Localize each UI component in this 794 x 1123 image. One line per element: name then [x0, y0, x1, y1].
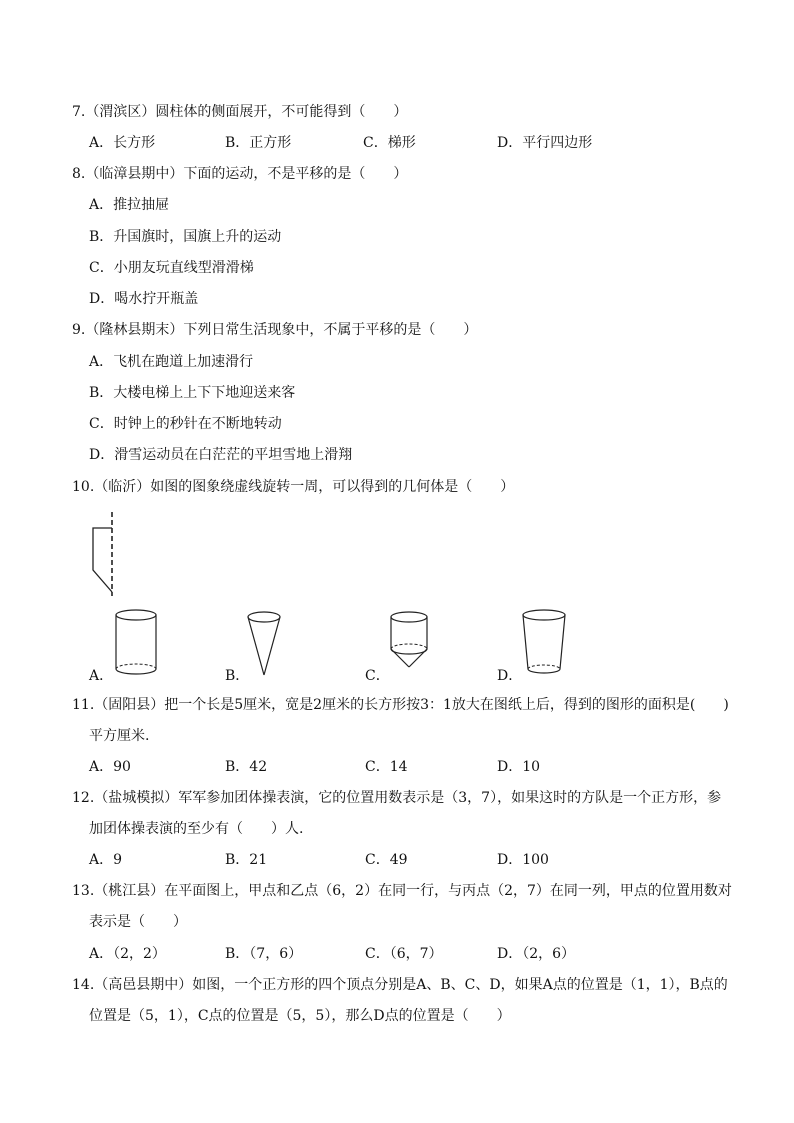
question-12-text-cont: 加团体操表演的至少有（ ）人.	[89, 821, 304, 837]
q13-option-c: C．（6，7）	[365, 946, 443, 962]
q10-option-b-cone-figure	[244, 609, 284, 679]
question-9	[72, 320, 477, 340]
q10-option-a: A．	[89, 668, 114, 684]
question-9-text: 9.（隆林县期末）下列日常生活现象中，不属于平移的是（ ）	[72, 322, 478, 338]
question-11	[72, 695, 729, 746]
question-14-text: 14.（高邑县期中）如图，一个正方形的四个顶点分别是A、B、C、D，如果A点的位置是（1，1），B点的	[72, 977, 728, 993]
question-12-options	[89, 850, 729, 870]
question-13-text-cont: 表示是（ ）	[89, 914, 187, 930]
q10-option-a-cylinder-figure	[110, 607, 162, 679]
question-7-text: 7.（渭滨区）圆柱体的侧面展开，不可能得到（ ）	[72, 104, 408, 120]
q7-option-a: A．长方形	[89, 135, 156, 151]
q11-option-a: A．90	[89, 759, 131, 775]
q10-option-c-cylinder-cone-figure	[386, 609, 432, 681]
question-13	[72, 881, 732, 932]
question-13-text: 13.（桃江县）在平面图上，甲点和乙点（6，2）在同一行，与丙点（2，7）在同一列，甲点的位置用数对	[72, 883, 732, 899]
q10-option-d-frustum-figure	[518, 607, 570, 679]
q11-option-c: C．14	[365, 759, 408, 775]
question-7	[72, 102, 407, 122]
q8-option-a: A．推拉抽屉	[89, 197, 170, 213]
q13-option-a: A．（2，2）	[89, 946, 166, 962]
question-8-text: 8.（临漳县期中）下面的运动，不是平移的是（ ）	[72, 166, 408, 182]
question-7-options	[89, 133, 729, 153]
q12-option-a: A．9	[89, 852, 123, 868]
q10-option-b: B．	[225, 668, 250, 684]
question-12	[72, 788, 721, 839]
question-14-text-cont: 位置是（5，1），C点的位置是（5，5），那么D点的位置是（ ）	[89, 1008, 511, 1024]
q13-option-b: B．（7，6）	[225, 946, 303, 962]
q7-option-c: C．梯形	[363, 135, 416, 151]
q10-option-c: C．	[365, 668, 390, 684]
rotation-profile-shape	[93, 528, 112, 592]
q9-option-c: C．时钟上的秒针在不断地转动	[89, 416, 282, 432]
q11-option-b: B．42	[225, 759, 268, 775]
question-12-text: 12.（盐城模拟）军军参加团体操表演，它的位置用数表示是（3，7），如果这时的方队是一个正方形，参	[72, 790, 722, 806]
question-8	[72, 164, 407, 184]
q13-option-d: D．（2，6）	[497, 946, 576, 962]
q7-option-d: D．平行四边形	[497, 135, 593, 151]
q12-option-b: B．21	[225, 852, 268, 868]
question-11-text-cont: 平方厘米.	[89, 728, 150, 744]
q9-option-a: A．飞机在跑道上加速滑行	[89, 354, 254, 370]
question-10-text: 10.（临沂）如图的图象绕虚线旋转一周，可以得到的几何体是（ ）	[72, 479, 515, 495]
q8-option-d: D．喝水拧开瓶盖	[89, 291, 199, 307]
q12-option-c: C．49	[365, 852, 408, 868]
question-14	[72, 975, 728, 1026]
q12-option-d: D．100	[497, 852, 549, 868]
q8-option-c: C．小朋友玩直线型滑滑梯	[89, 260, 254, 276]
question-10	[72, 477, 514, 497]
q9-option-b: B．大楼电梯上上下下地迎送来客	[89, 385, 296, 401]
q9-option-d: D．滑雪运动员在白茫茫的平坦雪地上滑翔	[89, 447, 353, 463]
q10-rotation-figure	[84, 508, 124, 598]
question-11-text: 11.（固阳县）把一个长是5厘米，宽是2厘米的长方形按3：1放大在图纸上后，得到的图形的面积是( )	[72, 697, 729, 713]
q11-option-d: D．10	[497, 759, 541, 775]
q10-option-d: D．	[497, 668, 523, 684]
question-11-options	[89, 757, 729, 777]
q7-option-b: B．正方形	[225, 135, 292, 151]
q8-option-b: B．升国旗时，国旗上升的运动	[89, 229, 282, 245]
question-13-options	[89, 944, 729, 964]
